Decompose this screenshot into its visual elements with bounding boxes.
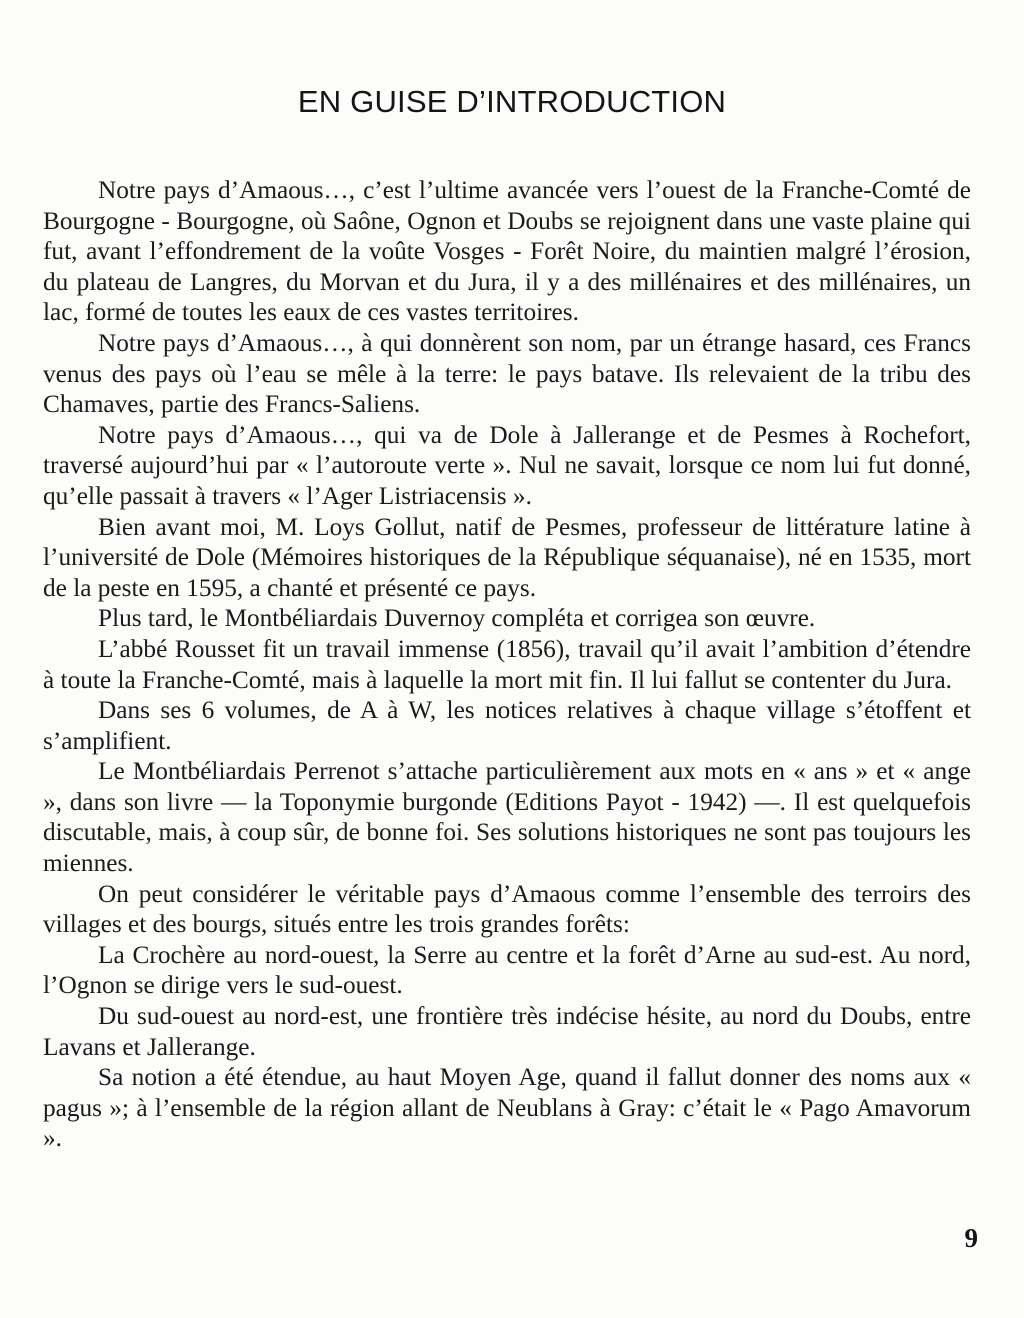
paragraph: On peut considérer le véritable pays d’Amaous comme l’ensemble des terroirs des villages et des bourgs, situés entre les trois grandes forêts:	[43, 879, 971, 939]
paragraph: Du sud-ouest au nord-est, une frontière très indécise hésite, au nord du Doubs, entre Lavans et Jallerange.	[43, 1002, 971, 1061]
paragraph: Notre pays d’Amaous…, qui va de Dole à Jallerange et de Pesmes à Rochefort, traversé aujourd’hui par « l’autoroute verte ». Nul ne savait, lorsque ce nom lui fut donné, qu’elle passait à travers « l’Ager Listriacensis ».	[43, 420, 971, 510]
paragraph: Sa notion a été étendue, au haut Moyen Age, quand il fallut donner des noms aux « pagus »; à l’ensemble de la région allant de Neublans à Gray: c’était le « Pago Amavorum ».	[43, 1063, 971, 1153]
paragraph: Dans ses 6 volumes, de A à W, les notices relatives à chaque village s’étoffent et s’amplifient.	[43, 696, 971, 755]
body-text	[43, 175, 971, 1154]
chapter-title: EN GUISE D’INTRODUCTION	[297, 84, 727, 119]
paragraph: Notre pays d’Amaous…, c’est l’ultime avancée vers l’ouest de la Franche-Comté de Bourgogne - Bourgogne, où Saône, Ognon et Doubs se rejoignent dans une vaste plaine qui fut, avant l’effondrement de la voûte Vosges - Forêt Noire, du maintien malgré l’érosion, du plateau de Langres, du Morvan et du Jura, il y a des millénaires et des millénaires, un lac, formé de toutes les eaux de ces vastes territoires.	[43, 176, 971, 327]
page-number: 9	[964, 1223, 978, 1253]
paragraph: L’abbé Rousset fit un travail immense (1856), travail qu’il avait l’ambition d’étendre à toute la Franche-Comté, mais à laquelle la mort mit fin. Il lui fallut se contenter du Jura.	[43, 634, 971, 694]
paragraph: Plus tard, le Montbéliardais Duvernoy compléta et corrigea son œuvre.	[98, 604, 816, 633]
paragraph: La Crochère au nord-ouest, la Serre au centre et la forêt d’Arne au sud-est. Au nord, l’Ognon se dirige vers le sud-ouest.	[43, 940, 971, 1000]
paragraph: Notre pays d’Amaous…, à qui donnèrent son nom, par un étrange hasard, ces Francs venus des pays où l’eau se mêle à la terre: le pays batave. Ils relevaient de la tribu des Chamaves, partie des Francs-Saliens.	[43, 328, 971, 419]
paragraph: Le Montbéliardais Perrenot s’attache particulièrement aux mots en « ans » et « ange », dans son livre — la Toponymie burgonde (Editions Payot - 1942) —. Il est quelquefois discutable, mais, à coup sûr, de bonne foi. Ses solutions historiques ne sont pas toujours les miennes.	[43, 757, 971, 878]
paragraph: Bien avant moi, M. Loys Gollut, natif de Pesmes, professeur de littérature latine à l’université de Dole (Mémoires historiques de la République séquanaise), né en 1535, mort de la peste en 1595, a chanté et présenté ce pays.	[43, 512, 971, 602]
